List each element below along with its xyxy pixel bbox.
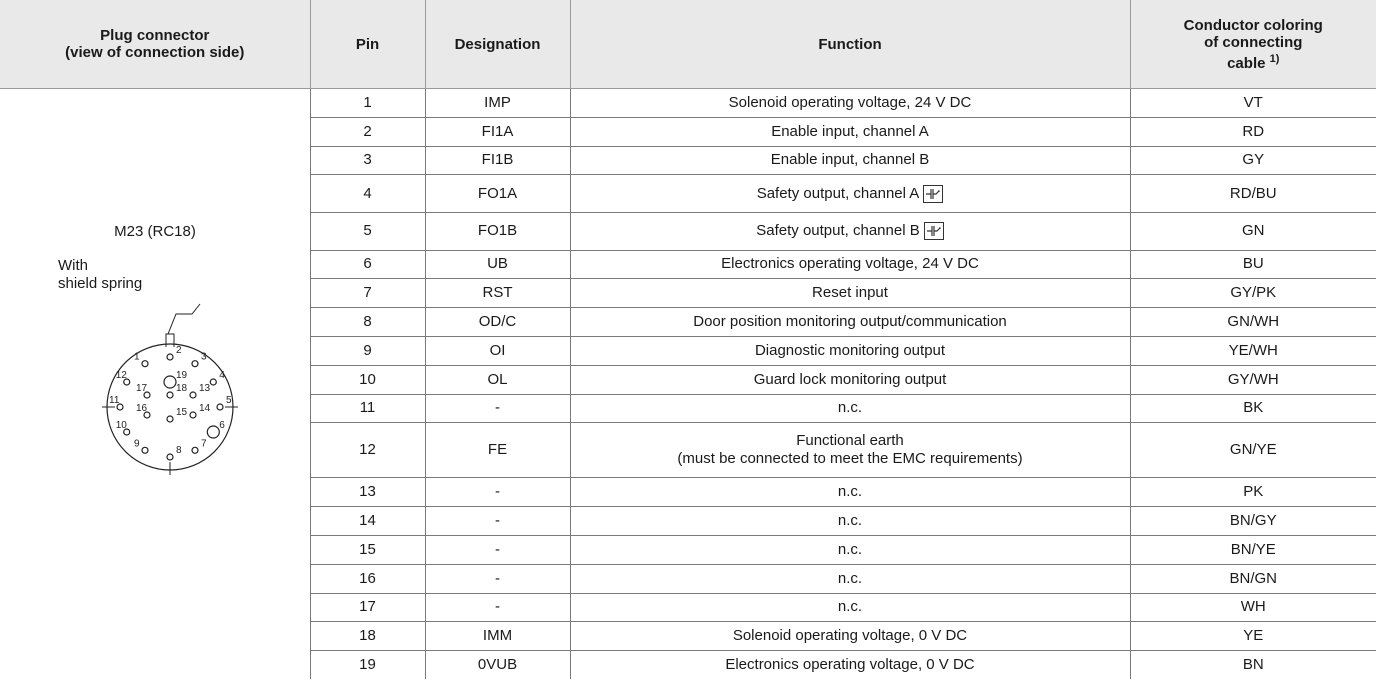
pin-number-label: 1 <box>134 351 140 363</box>
function-text: Diagnostic monitoring output <box>754 341 946 359</box>
footnote-marker: 1) <box>1269 52 1280 65</box>
pin-cell: 6 <box>310 250 425 279</box>
function-text: Electronics operating voltage, 24 V DC <box>721 255 979 273</box>
connector-pin <box>207 426 219 438</box>
pin-number-label: 7 <box>201 438 207 450</box>
header-row <box>0 0 1376 89</box>
function-text: n.c. <box>837 483 863 501</box>
color-cell: BN <box>1130 651 1376 679</box>
safety-output-icon <box>923 185 943 203</box>
pin-cell: 7 <box>310 279 425 308</box>
connector-pin <box>210 379 216 385</box>
function-text: Functional earth <box>796 432 904 450</box>
pin-cell: 14 <box>310 507 425 536</box>
header-pin: Pin <box>310 0 425 89</box>
pin-number-label: 14 <box>199 403 211 414</box>
pin-cell: 8 <box>310 308 425 337</box>
color-cell: GN/WH <box>1130 308 1376 337</box>
pin-cell: 10 <box>310 365 425 394</box>
color-cell: BK <box>1130 394 1376 423</box>
color-cell: GY/WH <box>1130 365 1376 394</box>
designation-cell: RST <box>425 279 570 308</box>
designation-cell: FO1A <box>425 175 570 213</box>
function-cell <box>570 593 1130 622</box>
safety-output-icon <box>924 222 944 240</box>
designation-cell: 0VUB <box>425 651 570 679</box>
color-cell: GN <box>1130 212 1376 250</box>
plug-connector-figure <box>0 89 310 679</box>
header-plug <box>0 0 310 89</box>
pin-cell: 2 <box>310 117 425 146</box>
designation-cell: - <box>425 593 570 622</box>
function-text: Enable input, channel A <box>771 122 929 140</box>
pin-number-label: 11 <box>109 395 120 406</box>
color-cell: BN/GY <box>1130 507 1376 536</box>
pin-number-label: 8 <box>176 445 182 456</box>
function-cell <box>570 279 1130 308</box>
color-cell: RD/BU <box>1130 175 1376 213</box>
pin-cell: 11 <box>310 394 425 423</box>
pin-cell: 3 <box>310 146 425 175</box>
connector-pin <box>190 392 196 398</box>
connector-pin <box>142 447 148 453</box>
color-cell: BU <box>1130 250 1376 279</box>
connector-pin <box>217 404 223 410</box>
pin-cell: 12 <box>310 423 425 478</box>
function-text-line2: (must be connected to meet the EMC requirements) <box>677 450 1023 468</box>
key-notch <box>166 334 174 347</box>
header-plug-line1: Plug connector <box>100 27 210 44</box>
color-cell: BN/GN <box>1130 564 1376 593</box>
pin-cell: 16 <box>310 564 425 593</box>
function-cell <box>570 117 1130 146</box>
header-function: Function <box>570 0 1130 89</box>
pin-number-label: 10 <box>115 420 127 431</box>
connector-pin <box>167 392 173 398</box>
pin-number-label: 5 <box>226 395 232 406</box>
function-cell <box>570 89 1130 118</box>
color-cell: WH <box>1130 593 1376 622</box>
pin-cell: 13 <box>310 478 425 507</box>
designation-cell: IMM <box>425 622 570 651</box>
function-cell <box>570 365 1130 394</box>
color-cell: RD <box>1130 117 1376 146</box>
function-text: n.c. <box>837 512 863 530</box>
shield-label-line1: With <box>58 257 88 274</box>
connector-outline <box>107 344 233 470</box>
designation-cell: OI <box>425 336 570 365</box>
designation-cell: IMP <box>425 89 570 118</box>
designation-cell: FI1A <box>425 117 570 146</box>
function-text: Solenoid operating voltage, 0 V DC <box>732 627 968 645</box>
function-cell <box>570 212 1130 250</box>
header-conductor <box>1130 0 1376 89</box>
pin-number-label: 17 <box>136 383 148 394</box>
function-cell <box>570 564 1130 593</box>
pin-cell: 17 <box>310 593 425 622</box>
function-text: n.c. <box>837 399 863 417</box>
function-text: Reset input <box>812 284 888 302</box>
function-text: Enable input, channel B <box>770 151 930 169</box>
function-text: Door position monitoring output/communication <box>693 313 1007 330</box>
pin-number-label: 19 <box>176 370 188 381</box>
function-cell <box>570 423 1130 478</box>
pin-cell: 1 <box>310 89 425 118</box>
designation-cell: - <box>425 478 570 507</box>
pin-cell: 5 <box>310 212 425 250</box>
color-cell: GY <box>1130 146 1376 175</box>
header-conductor-line1: Conductor coloring <box>1183 16 1323 34</box>
color-cell: YE <box>1130 622 1376 651</box>
color-cell: PK <box>1130 478 1376 507</box>
connector-pin <box>167 354 173 360</box>
color-cell: GN/YE <box>1130 423 1376 478</box>
function-cell <box>570 146 1130 175</box>
shield-spring-leader <box>168 304 200 334</box>
pin-cell: 15 <box>310 535 425 564</box>
header-plug-line2: (view of connection side) <box>65 44 245 61</box>
m23-connector-diagram <box>0 89 310 509</box>
connector-pin <box>142 361 148 367</box>
designation-cell: FE <box>425 423 570 478</box>
function-text: Safety output, channel B <box>756 222 920 240</box>
header-designation: Designation <box>425 0 570 89</box>
pin-number-label: 9 <box>134 438 140 450</box>
designation-cell: - <box>425 535 570 564</box>
pin-number-label: 4 <box>219 370 225 381</box>
pin-cell: 9 <box>310 336 425 365</box>
pin-cell: 18 <box>310 622 425 651</box>
function-cell <box>570 175 1130 213</box>
header-conductor-line2: of connecting <box>1204 33 1303 51</box>
pin-number-label: 6 <box>219 420 225 431</box>
table-row <box>0 89 1376 118</box>
designation-cell: OL <box>425 365 570 394</box>
color-cell: GY/PK <box>1130 279 1376 308</box>
connector-pin <box>167 416 173 422</box>
pin-cell: 19 <box>310 651 425 679</box>
pin-number-label: 3 <box>201 351 207 363</box>
color-cell: VT <box>1130 89 1376 118</box>
pin-cell: 4 <box>310 175 425 213</box>
connector-pin <box>192 447 198 453</box>
pin-number-label: 12 <box>115 370 127 381</box>
designation-cell: UB <box>425 250 570 279</box>
function-text: n.c. <box>837 598 863 616</box>
function-text: Guard lock monitoring output <box>753 370 947 388</box>
designation-cell: - <box>425 394 570 423</box>
plug-model-label: M23 (RC18) <box>114 223 196 240</box>
function-text: n.c. <box>837 540 863 558</box>
color-cell: BN/YE <box>1130 535 1376 564</box>
designation-cell: - <box>425 564 570 593</box>
designation-cell: FO1B <box>425 212 570 250</box>
function-cell <box>570 394 1130 423</box>
header-conductor-line3: cable <box>1227 54 1266 72</box>
function-text: Safety output, channel A <box>756 184 920 202</box>
pin-number-label: 18 <box>176 383 188 394</box>
table-body <box>0 89 1376 680</box>
plug-cell <box>0 89 310 680</box>
function-text: n.c. <box>837 569 863 587</box>
function-cell <box>570 336 1130 365</box>
function-cell <box>570 478 1130 507</box>
pin-number-label: 16 <box>136 403 148 414</box>
pin-number-label: 15 <box>176 407 188 418</box>
designation-cell: FI1B <box>425 146 570 175</box>
connector-pin <box>167 454 173 460</box>
connector-pin <box>164 376 176 388</box>
pin-number-label: 13 <box>199 383 211 394</box>
color-cell: YE/WH <box>1130 336 1376 365</box>
shield-label-line2: shield spring <box>58 275 143 292</box>
designation-cell: - <box>425 507 570 536</box>
function-cell <box>570 308 1130 337</box>
connector-pin <box>190 412 196 418</box>
pin-number-label: 2 <box>176 345 182 356</box>
function-cell <box>570 622 1130 651</box>
connector-pin <box>192 361 198 367</box>
function-cell <box>570 651 1130 679</box>
designation-cell: OD/C <box>425 308 570 337</box>
function-text: Electronics operating voltage, 0 V DC <box>725 656 975 674</box>
function-text: Solenoid operating voltage, 24 V DC <box>728 93 972 111</box>
function-cell <box>570 507 1130 536</box>
function-cell <box>570 250 1130 279</box>
function-cell <box>570 535 1130 564</box>
